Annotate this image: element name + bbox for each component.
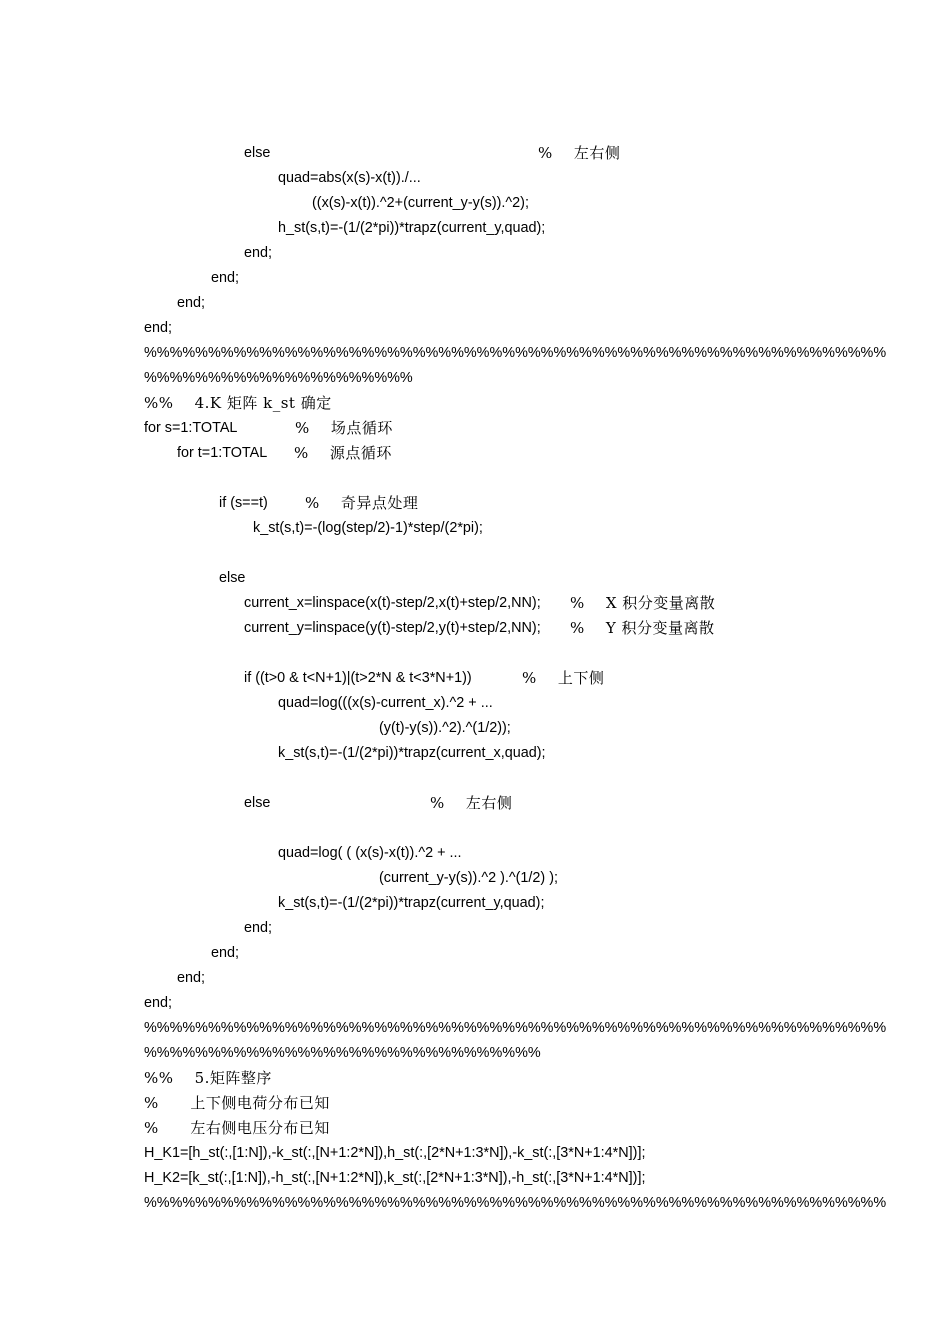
separator-line: %%%%%%%%%%%%%%%%%%%%%%%%%%%%%%%%%%%%%%%%%%%%%%%%%%%%%%%%%% <box>144 1195 887 1211</box>
code-line: k_st(s,t)=-(1/(2*pi))*trapz(current_x,quad); <box>278 745 546 761</box>
code-line: if ((t>0 & t<N+1)|(t>2*N & t<3*N+1)) <box>244 670 472 686</box>
code-line: quad=log( ( (x(s)-x(t)).^2 + ... <box>278 845 462 861</box>
code-comment: % 左右侧 <box>430 794 513 812</box>
code-line: (current_y-y(s)).^2 ).^(1/2) ); <box>379 870 559 886</box>
code-comment: % 上下侧 <box>522 669 605 687</box>
separator-line: %%%%%%%%%%%%%%%%%%%%%%%%%%%%%%%%%%%%%%%%%%%%%%%%%%%%%%%%%% <box>144 345 887 361</box>
code-line: ((x(s)-x(t)).^2+(current_y-y(s)).^2); <box>312 195 529 211</box>
code-line: for t=1:TOTAL <box>177 445 268 461</box>
code-line: end; <box>177 295 206 311</box>
code-comment: % X 积分变量离散 <box>570 594 716 612</box>
code-comment: % 奇异点处理 <box>305 494 419 512</box>
code-line: else <box>244 145 271 161</box>
code-line: (y(t)-y(s)).^2).^(1/2)); <box>379 720 511 736</box>
code-line: end; <box>144 320 173 336</box>
code-comment: % Y 积分变量离散 <box>570 619 715 637</box>
code-line: end; <box>211 945 240 961</box>
separator-line: %%%%%%%%%%%%%%%%%%%%%%%%%%%%%%% <box>144 1045 541 1061</box>
section-heading: %% 5.矩阵整序 <box>144 1069 272 1087</box>
code-line: H_K1=[h_st(:,[1:N]),-k_st(:,[N+1:2*N]),h_st(:,[2*N+1:3*N]),-k_st(:,[3*N+1:4*N])]; <box>144 1145 646 1161</box>
comment-line: % 上下侧电荷分布已知 <box>144 1094 330 1112</box>
code-line: k_st(s,t)=-(1/(2*pi))*trapz(current_y,quad); <box>278 895 545 911</box>
code-comment: % 场点循环 <box>295 419 393 437</box>
code-line: end; <box>144 995 173 1011</box>
section-heading: %% 4.K 矩阵 k_st 确定 <box>144 394 332 412</box>
code-line: h_st(s,t)=-(1/(2*pi))*trapz(current_y,quad); <box>278 220 546 236</box>
code-comment: % 左右侧 <box>538 144 621 162</box>
code-line: else <box>244 795 271 811</box>
code-line: if (s==t) <box>219 495 268 511</box>
code-line: end; <box>244 245 273 261</box>
code-line: end; <box>211 270 240 286</box>
code-line: for s=1:TOTAL <box>144 420 238 436</box>
code-line: end; <box>244 920 273 936</box>
comment-line: % 左右侧电压分布已知 <box>144 1119 330 1137</box>
code-line: else <box>219 570 246 586</box>
code-line: quad=abs(x(s)-x(t))./... <box>278 170 421 186</box>
code-line: quad=log(((x(s)-current_x).^2 + ... <box>278 695 493 711</box>
separator-line: %%%%%%%%%%%%%%%%%%%%% <box>144 370 413 386</box>
code-comment: % 源点循环 <box>294 444 392 462</box>
code-line: current_x=linspace(x(t)-step/2,x(t)+step/2,NN); <box>244 595 541 611</box>
code-line: H_K2=[k_st(:,[1:N]),-h_st(:,[N+1:2*N]),k_st(:,[2*N+1:3*N]),-h_st(:,[3*N+1:4*N])]; <box>144 1170 646 1186</box>
code-line: k_st(s,t)=-(log(step/2)-1)*step/(2*pi); <box>253 520 483 536</box>
code-line: end; <box>177 970 206 986</box>
code-line: current_y=linspace(y(t)-step/2,y(t)+step/2,NN); <box>244 620 541 636</box>
separator-line: %%%%%%%%%%%%%%%%%%%%%%%%%%%%%%%%%%%%%%%%%%%%%%%%%%%%%%%%%% <box>144 1020 887 1036</box>
